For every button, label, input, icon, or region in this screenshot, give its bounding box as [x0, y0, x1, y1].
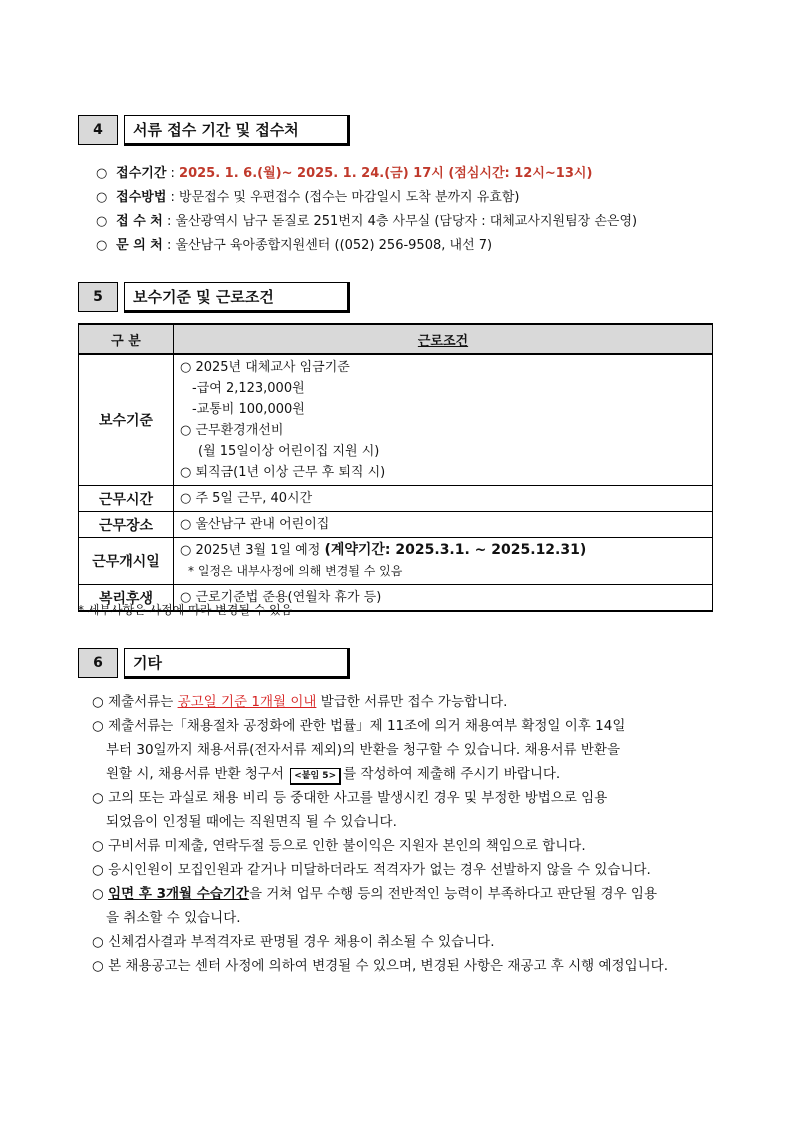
circle-bullet-icon: ○: [96, 166, 108, 181]
notice-text: ○ 제출서류는「채용절차 공정화에 관한 법률」제 11조에 의거 채용여부 확정일 이후 14일: [92, 718, 626, 734]
notice-text: 되었음이 인정될 때에는 직원면직 될 수 있습니다.: [106, 814, 397, 830]
pay-line: ○ 퇴직금(1년 이상 근무 후 퇴직 시): [180, 465, 386, 480]
info-sep: :: [162, 214, 176, 229]
pay-line: -교통비 100,000원: [192, 402, 305, 417]
info-label: 문 의 처: [116, 238, 163, 253]
notice-item: ○ 응시인원이 모집인원과 같거나 미달하더라도 적격자가 없는 경우 선발하지 않을 수 있습니다.: [92, 862, 651, 878]
table-row: [79, 538, 713, 585]
notice-item: [92, 882, 717, 930]
notice-text: 부터 30일까지 채용서류(전자서류 제외)의 반환을 청구할 수 있습니다. 채용서류 반환을: [106, 742, 621, 758]
row-value: ○ 울산남구 관내 어린이집: [174, 512, 713, 538]
highlight-text: 공고일 기준 1개월 이내: [177, 694, 317, 710]
start-line: [180, 540, 706, 561]
row-label: 보수기준: [79, 354, 174, 486]
info-value: 2025. 1. 6.(월)~ 2025. 1. 24.(금) 17시 (점심시간: 12시~13시): [179, 166, 593, 181]
notice-text: 원할 시, 채용서류 반환 청구서: [106, 766, 284, 782]
highlight-text: 임면 후 3개월 수습기간: [108, 886, 249, 902]
row-value: [174, 354, 713, 486]
info-line-contact: [96, 234, 492, 253]
pay-line: -급여 2,123,000원: [192, 381, 305, 396]
start-note: * 일정은 내부사정에 의해 변경될 수 있음: [188, 564, 403, 578]
notice-list: [92, 690, 717, 978]
pay-line: (월 15일이상 어린이집 지원 시): [198, 444, 380, 459]
section-4-header: [78, 115, 350, 145]
notice-item: ○ 구비서류 미제출, 연락두절 등으로 인한 불이익은 지원자 본인의 책임으로 합니다.: [92, 838, 586, 854]
notice-text: 를 작성하여 제출해 주시기 바랍니다.: [343, 766, 561, 782]
notice-text: 을 취소할 수 있습니다.: [106, 910, 241, 926]
info-value: 울산광역시 남구 돋질로 251번지 4층 사무실 (담당자 : 대체교사지원팀장 손은영): [175, 214, 638, 229]
section-6-header: [78, 648, 350, 678]
section-title: 서류 접수 기간 및 접수처: [124, 115, 350, 146]
table-row: [79, 486, 713, 512]
header-conditions-label: 근로조건: [417, 333, 469, 349]
section-title: 기타: [124, 648, 350, 679]
row-value: ○ 주 5일 근무, 40시간: [174, 486, 713, 512]
contract-period: (계약기간: 2025.3.1. ~ 2025.12.31): [324, 542, 587, 558]
section-title: 보수기준 및 근로조건: [124, 282, 350, 313]
header-category: 구 분: [79, 324, 174, 354]
row-label: 근무장소: [79, 512, 174, 538]
notice-item: [92, 786, 717, 834]
info-label: 접수기간: [116, 166, 167, 181]
row-label: 복리후생: [79, 585, 174, 612]
info-value: 울산남구 육아종합지원센터 ((052) 256-9508, 내선 7): [175, 238, 493, 253]
info-sep: :: [166, 190, 180, 205]
info-line-location: [96, 210, 637, 229]
notice-item: ○ 신체검사결과 부적격자로 판명될 경우 채용이 취소될 수 있습니다.: [92, 934, 495, 950]
info-sep: :: [162, 238, 176, 253]
row-value: [174, 538, 713, 585]
pay-line: ○ 근무환경개선비: [180, 423, 284, 438]
notice-text: ○: [92, 886, 109, 902]
row-label: 근무개시일: [79, 538, 174, 585]
footnote: * 세부사항은 사정에 따라 변경될 수 있음: [78, 603, 293, 617]
section-number: 5: [78, 282, 118, 312]
circle-bullet-icon: ○: [96, 190, 108, 205]
notice-item: [92, 714, 717, 786]
header-conditions: [174, 324, 713, 354]
info-value: 방문접수 및 우편접수 (접수는 마감일시 도착 분까지 유효함): [179, 190, 520, 205]
row-label: 근무시간: [79, 486, 174, 512]
section-number: 4: [78, 115, 118, 145]
circle-bullet-icon: ○: [96, 238, 108, 253]
conditions-table: [78, 323, 713, 612]
section-5-header: [78, 282, 350, 312]
row-value: ○ 근로기준법 준용(연월차 휴가 등): [174, 585, 713, 612]
info-sep: :: [166, 166, 180, 181]
notice-item: [92, 690, 717, 714]
table-row: [79, 512, 713, 538]
start-date: ○ 2025년 3월 1일 예정: [180, 543, 321, 558]
info-label: 접 수 처: [116, 214, 163, 229]
notice-text: ○ 고의 또는 과실로 채용 비리 등 중대한 사고를 발생시킨 경우 및 부정한 방법으로 임용: [92, 790, 608, 806]
attachment-tag: <붙임 5>: [290, 768, 341, 785]
notice-text: 발급한 서류만 접수 가능합니다.: [316, 694, 508, 710]
table-header-row: [79, 324, 713, 354]
notice-text: ○ 제출서류는: [92, 694, 178, 710]
section-number: 6: [78, 648, 118, 678]
pay-line: ○ 2025년 대체교사 임금기준: [180, 360, 350, 375]
info-label: 접수방법: [116, 190, 167, 205]
info-line-method: [96, 186, 520, 205]
notice-item: ○ 본 채용공고는 센터 사정에 의하여 변경될 수 있으며, 변경된 사항은 재공고 후 시행 예정입니다.: [92, 958, 668, 974]
info-line-period: [96, 162, 592, 181]
notice-text: 을 거쳐 업무 수행 등의 전반적인 능력이 부족하다고 판단될 경우 임용: [248, 886, 658, 902]
circle-bullet-icon: ○: [96, 214, 108, 229]
table-row: [79, 354, 713, 486]
